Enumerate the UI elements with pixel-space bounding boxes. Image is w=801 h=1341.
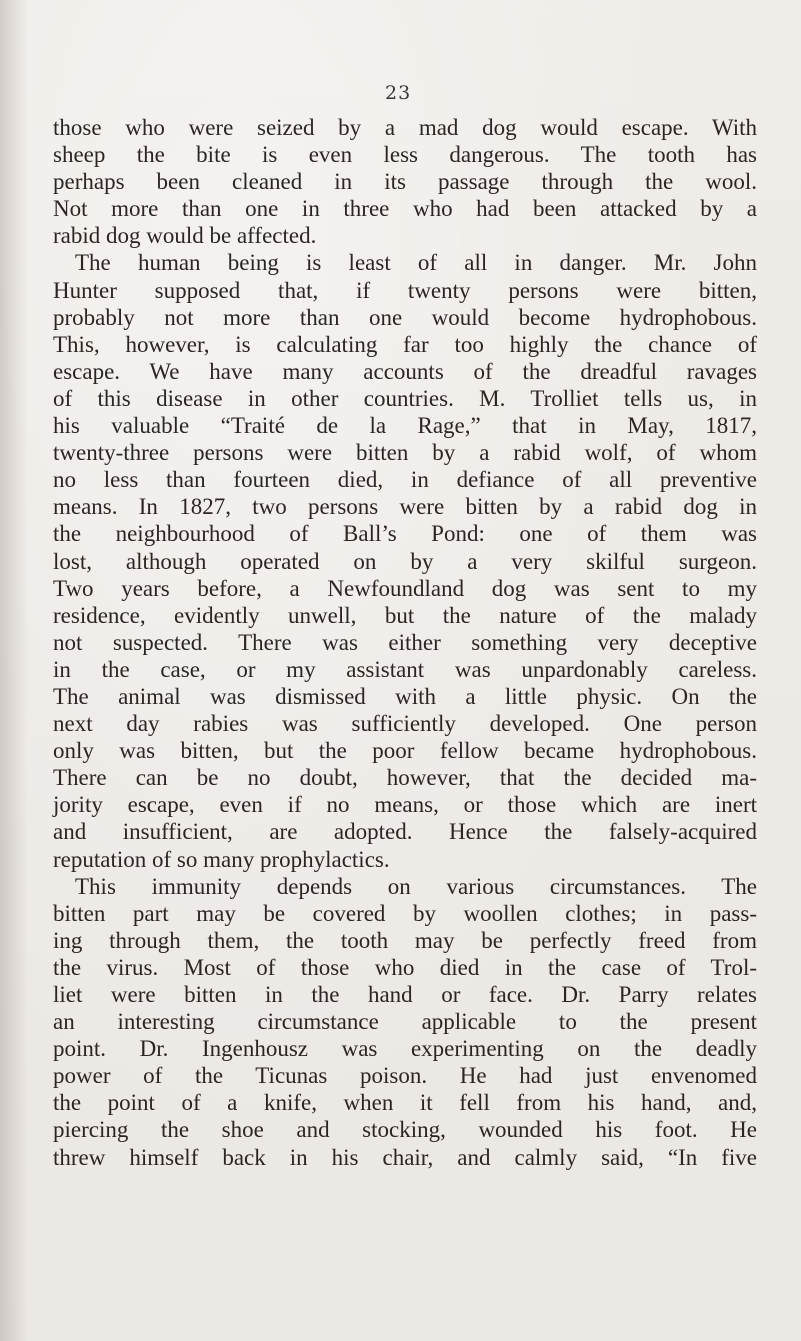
text-line: only was bitten, but the poor fellow became hydrophobous. (53, 738, 757, 764)
text-line: sheep the bite is even less dangerous. The tooth has (53, 142, 757, 168)
text-line: no less than fourteen died, in defiance of all preventive (53, 467, 757, 493)
text-line: The animal was dismissed with a little physic. On the (53, 683, 757, 709)
text-line: bitten part may be covered by woollen clothes; in pass- (53, 900, 757, 926)
text-line: liet were bitten in the hand or face. Dr. Parry relates (53, 982, 757, 1007)
text-line: perhaps been cleaned in its passage through the wool. (53, 169, 757, 195)
text-line: twenty-three persons were bitten by a rabid wolf, of whom (53, 440, 757, 466)
text-line: rabid dog would be affected. (53, 223, 317, 249)
text-line: the neighbourhood of Ball’s Pond: one of them was (53, 521, 757, 547)
text-line: point. Dr. Ingenhousz was experimenting on the deadly (53, 1036, 757, 1062)
text-line: not suspected. There was either something very deceptive (53, 629, 757, 655)
text-line: escape. We have many accounts of the dreadful ravages (53, 358, 757, 384)
text-line: probably not more than one would become hydrophobous. (53, 304, 757, 330)
page-gutter-shadow (0, 0, 28, 1341)
text-line: power of the Ticunas poison. He had just envenomed (53, 1063, 757, 1089)
body-text (53, 114, 757, 1171)
text-line: There can be no doubt, however, that the decided ma- (53, 765, 757, 791)
text-line: and insufficient, are adopted. Hence the falsely-acquired (53, 819, 757, 845)
text-line: those who were seized by a mad dog would escape. With (53, 115, 757, 140)
text-line: in the case, or my assistant was unpardonably careless. (53, 656, 757, 682)
text-line: of this disease in other countries. M. Trolliet tells us, in (53, 385, 757, 411)
text-line: an interesting circumstance applicable to the present (53, 1009, 757, 1035)
text-line: lost, although operated on by a very skilful surgeon. (53, 548, 757, 574)
text-line: piercing the shoe and stocking, wounded his foot. He (53, 1117, 757, 1143)
text-line: the virus. Most of those who died in the case of Trol- (53, 954, 757, 980)
text-line: Two years before, a Newfoundland dog was sent to my (53, 575, 757, 601)
text-line: threw himself back in his chair, and calmly said, “In five (53, 1144, 757, 1170)
text-line: means. In 1827, two persons were bitten by a rabid dog in (53, 494, 757, 520)
text-line: residence, evidently unwell, but the nature of the malady (53, 602, 757, 628)
text-line: This immunity depends on various circumstances. The (75, 873, 757, 899)
text-line: Hunter supposed that, if twenty persons were bitten, (53, 277, 757, 303)
text-line: Not more than one in three who had been attacked by a (53, 196, 757, 222)
page-number: 23 (385, 82, 412, 104)
text-line: jority escape, even if no means, or those which are inert (53, 792, 757, 818)
text-line: next day rabies was sufficiently developed. One person (53, 711, 757, 737)
text-line: ing through them, the tooth may be perfectly freed from (53, 927, 757, 953)
text-line: reputation of so many prophylactics. (53, 846, 390, 872)
text-line: his valuable “Traité de la Rage,” that in May, 1817, (53, 413, 757, 439)
text-line: The human being is least of all in danger. Mr. John (75, 250, 757, 276)
text-line: This, however, is calculating far too highly the chance of (53, 331, 757, 357)
text-line: the point of a knife, when it fell from his hand, and, (53, 1090, 757, 1116)
